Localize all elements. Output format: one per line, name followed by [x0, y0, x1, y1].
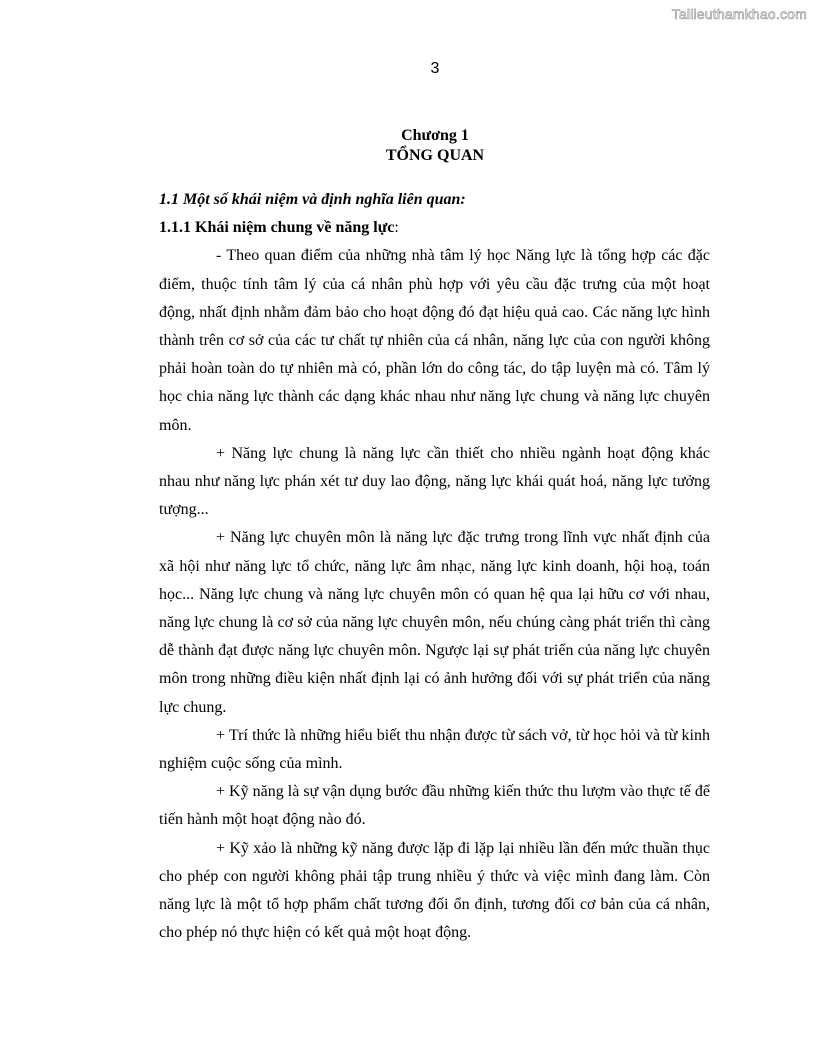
subsection-heading-colon: : [394, 219, 399, 237]
section-heading: 1.1 Một số khái niệm và định nghĩa liên quan: [159, 191, 466, 208]
paragraph-knowledge: + Trí thức là những hiểu biết thu nhận được từ sách vở, từ học hỏi và từ kinh nghiệm cuộc sống của mình. [159, 726, 710, 773]
page-number: 3 [430, 60, 440, 77]
paragraph-skill: + Kỹ năng là sự vận dụng bước đầu những kiến thức thu lượm vào thực tế để tiến hành một hoạt động nào đó. [159, 783, 710, 829]
watermark: Tailieuthamkhao.com [671, 6, 807, 22]
paragraph-specialized-ability: + Năng lực chuyên môn là năng lực đặc trưng trong lĩnh vực nhất định của xã hội như năng lực tổ chức, năng lực âm nhạc, năng lực kinh doanh, hội hoạ, toán học... Năng lực chung và năng lực chuyên môn có quan hệ qua lại hữu cơ với nhau, năng lực chung là cơ sở của năng lực chuyên môn, nếu chúng càng phát triển thì càng dễ thành đạt được năng lực chuyên môn. Ngược lại sự phát triển của năng lực chuyên môn trong những điều kiện nhất định lại có ảnh hưởng đối với sự phát triển của năng lực chung. [159, 529, 710, 716]
paragraph-general-ability: + Năng lực chung là năng lực cần thiết cho nhiều ngành hoạt động khác nhau như năng lực phán xét tư duy lao động, năng lực khái quát hoá, năng lực tưởng tượng... [159, 444, 710, 519]
chapter-title: TỔNG QUAN [385, 147, 485, 164]
subsection-heading-text: 1.1.1 Khái niệm chung về năng lực [159, 219, 395, 237]
document-body [159, 186, 710, 947]
chapter-number: Chương 1 [401, 127, 469, 144]
chapter-heading [0, 126, 816, 166]
paragraph-definition: - Theo quan điểm của những nhà tâm lý học Năng lực là tổng hợp các đặc điểm, thuộc tính tâm lý của cá nhân phù hợp với yêu cầu đặc trưng của một hoạt động, nhất định nhằm đảm bảo cho hoạt động đó đạt hiệu quả cao. Các năng lực hình thành trên cơ sở của các tư chất tự nhiên của cá nhân, năng lực của con người không phải hoàn toàn do tự nhiên mà có, phần lớn do công tác, do tập luyện mà có. Tâm lý học chia năng lực thành các dạng khác nhau như năng lực chung và năng lực chuyên môn. [159, 247, 710, 434]
subsection-heading [159, 214, 710, 242]
paragraph-proficiency: + Kỹ xảo là những kỹ năng được lặp đi lặp lại nhiều lần đến mức thuần thục cho phép con người không phải tập trung nhiều ý thức và việc mình đang làm. Còn năng lực là một tổ hợp phẩm chất tương đối ổn định, tương đối cơ bản của cá nhân, cho phép nó thực hiện có kết quả một hoạt động. [159, 839, 710, 942]
